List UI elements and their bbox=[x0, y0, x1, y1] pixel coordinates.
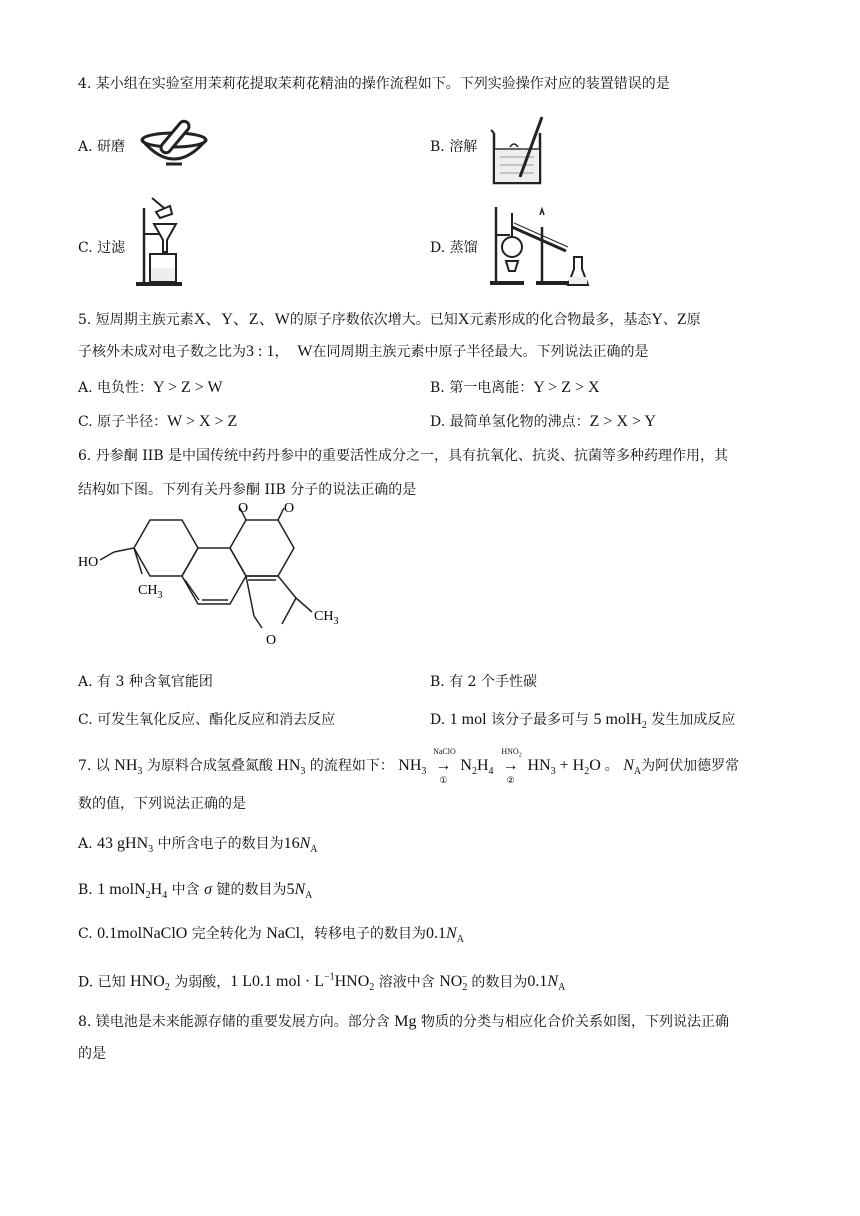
q4-option-c: C. 过滤 bbox=[78, 240, 126, 256]
struct-o-label-2: O bbox=[284, 501, 295, 516]
distillation-apparatus-icon bbox=[488, 205, 592, 287]
q5-option-a: A. 电负性：Y > Z > W bbox=[78, 379, 223, 396]
q7-option-d: D. 已知 $HNO_2$ 为弱酸，1 L0.1 mol · $L^{-1}HNO_2$ 溶液中含 $NO_2^-$ 的数目为$0.1N_A$ bbox=[78, 972, 566, 994]
struct-ho-label: HO bbox=[78, 555, 99, 570]
q7-option-c: C. 0.1molNaClO 完全转化为 NaCl，转移电子的数目为$0.1N_A$ bbox=[78, 925, 464, 946]
q4-stem: 4. 某小组在实验室用茉莉花提取茉莉花精油的操作流程如下。下列实验操作对应的装置错误的是 bbox=[78, 76, 670, 92]
q7-stem-line1: 7. 以 $NH_3$ 为原料合成氢叠氮酸 $HN_3$ 的流程如下： $NH_3$ NaClO → ① $N_2H_4$ $HNO_2$ → ② $HN_3 + H_2O$ 。 $N_A$为阿伏加德罗常 bbox=[78, 747, 740, 786]
q6-option-d: D. 1 mol 该分子最多可与 5 molH$_2$ 发生加成反应 bbox=[430, 711, 736, 732]
struct-o-label-1: O bbox=[238, 501, 249, 516]
q4-option-b: B. 溶解 bbox=[430, 139, 478, 155]
q6-option-a: A. 有 3 种含氧官能团 bbox=[78, 674, 213, 690]
q5-stem-line2: 子核外未成对电子数之比为3 : 1， W在同周期主族元素中原子半径最大。下列说法正确的是 bbox=[78, 343, 649, 360]
q4-option-d: D. 蒸馏 bbox=[430, 240, 478, 256]
struct-ch3-label-a: $CH_3$ bbox=[138, 583, 163, 601]
beaker-icon bbox=[490, 115, 548, 187]
q7-option-a: A. 43 gHN$_3$ 中所含电子的数目为$16N_A$ bbox=[78, 835, 318, 856]
q5-stem-line1: 5. 短周期主族元素X、Y、Z、W的原子序数依次增大。已知X元素形成的化合物最多，基态Y、Z原 bbox=[78, 311, 701, 328]
q6-stem-line2: 结构如下图。下列有关丹参酮 IIB 分子的说法正确的是 bbox=[78, 482, 417, 498]
tanshinone-structure-diagram bbox=[78, 501, 358, 648]
q4-option-a: A. 研磨 bbox=[78, 139, 126, 155]
q6-option-c: C. 可发生氧化反应、酯化反应和消去反应 bbox=[78, 712, 336, 728]
struct-ch3-label-b: $CH_3$ bbox=[314, 609, 339, 627]
q5-option-b: B. 第一电离能：Y > Z > X bbox=[430, 379, 600, 396]
q6-option-b: B. 有 2 个手性碳 bbox=[430, 674, 537, 690]
q6-stem-line1: 6. 丹参酮 IIB 是中国传统中药丹参中的重要活性成分之一，具有抗氧化、抗炎、抗菌等多种药理作用，其 bbox=[78, 448, 729, 464]
q8-stem-line2: 的是 bbox=[78, 1046, 106, 1062]
q5-option-d: D. 最简单氢化物的沸点：Z > X > Y bbox=[430, 413, 656, 430]
q7-option-b: B. 1 $molN_2H_4$ 中含 σ 键的数目为$5N_A$ bbox=[78, 881, 313, 902]
q7-reaction-flow: $NH_3$ NaClO → ① $N_2H_4$ $HNO_2$ → ② $HN_3 + H_2O$ bbox=[398, 747, 601, 786]
q7-stem-line2: 数的值，下列说法正确的是 bbox=[78, 796, 246, 812]
mortar-pestle-icon bbox=[136, 118, 212, 170]
struct-o-ring-label: O bbox=[266, 633, 277, 648]
q5-option-c: C. 原子半径：W > X > Z bbox=[78, 413, 238, 430]
q8-stem-line1: 8. 镁电池是未来能源存储的重要发展方向。部分含 Mg 物质的分类与相应化合价关系如图，下列说法正确 bbox=[78, 1013, 729, 1030]
filtration-apparatus-icon bbox=[134, 198, 184, 288]
